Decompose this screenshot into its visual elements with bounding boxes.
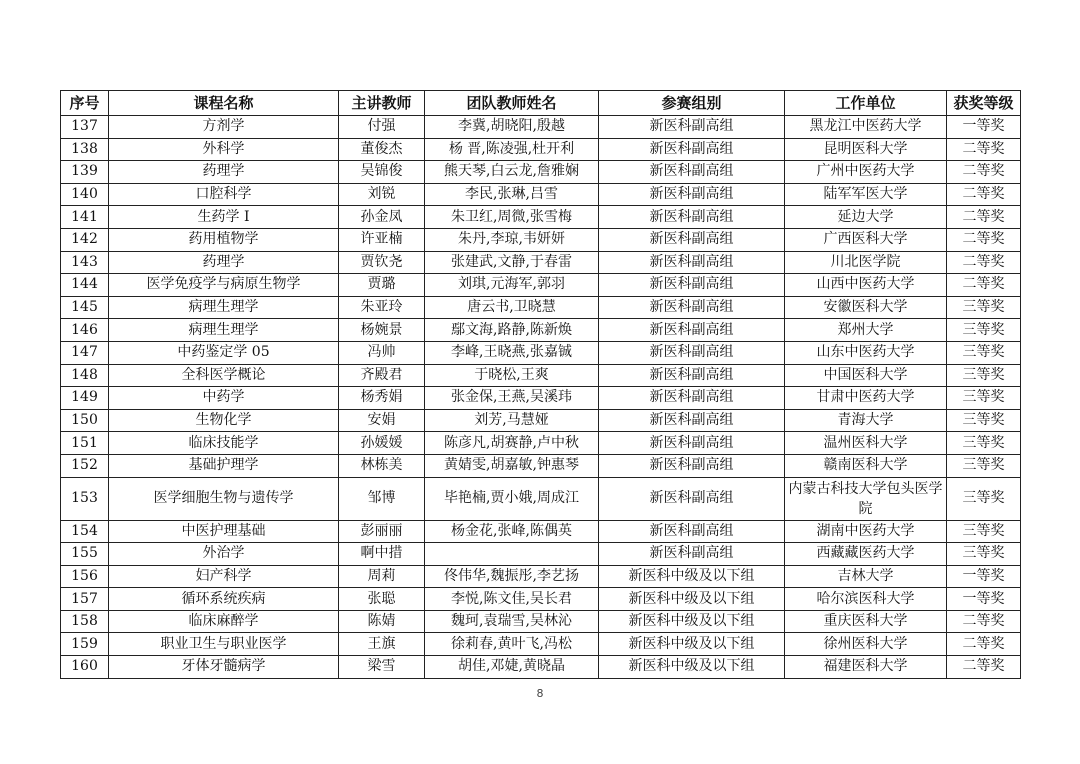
table-row xyxy=(61,409,1021,432)
cell-team-teachers: 刘琪,元海军,郭羽 xyxy=(425,274,599,297)
cell-course-name: 基础护理学 xyxy=(109,454,339,477)
cell-lead-teacher: 梁雪 xyxy=(339,656,425,679)
cell-index: 140 xyxy=(61,183,109,206)
table-row xyxy=(61,454,1021,477)
cell-index: 153 xyxy=(61,477,109,520)
cell-award-level: 三等奖 xyxy=(947,409,1021,432)
table-row xyxy=(61,543,1021,566)
cell-team-teachers: 毕艳楠,贾小娥,周成江 xyxy=(425,477,599,520)
header-course-name: 课程名称 xyxy=(109,91,339,116)
cell-lead-teacher: 付强 xyxy=(339,116,425,139)
cell-work-unit: 青海大学 xyxy=(785,409,947,432)
table-row xyxy=(61,296,1021,319)
cell-competition-group: 新医科副高组 xyxy=(599,477,785,520)
cell-work-unit: 广州中医药大学 xyxy=(785,161,947,184)
cell-lead-teacher: 朱亚玲 xyxy=(339,296,425,319)
cell-team-teachers: 李冀,胡晓阳,殷越 xyxy=(425,116,599,139)
table-row xyxy=(61,161,1021,184)
table-row xyxy=(61,656,1021,679)
table-row xyxy=(61,341,1021,364)
cell-index: 157 xyxy=(61,588,109,611)
cell-work-unit: 川北医学院 xyxy=(785,251,947,274)
cell-competition-group: 新医科副高组 xyxy=(599,341,785,364)
cell-team-teachers: 鄢文海,路静,陈新焕 xyxy=(425,319,599,342)
cell-index: 141 xyxy=(61,206,109,229)
cell-team-teachers: 张建武,文静,于春雷 xyxy=(425,251,599,274)
table-row xyxy=(61,183,1021,206)
cell-award-level: 一等奖 xyxy=(947,116,1021,139)
cell-course-name: 病理生理学 xyxy=(109,296,339,319)
cell-competition-group: 新医科中级及以下组 xyxy=(599,656,785,679)
cell-lead-teacher: 张聪 xyxy=(339,588,425,611)
cell-work-unit: 甘肃中医药大学 xyxy=(785,387,947,410)
cell-team-teachers: 佟伟华,魏振彤,李艺扬 xyxy=(425,565,599,588)
cell-work-unit: 昆明医科大学 xyxy=(785,138,947,161)
cell-index: 155 xyxy=(61,543,109,566)
cell-course-name: 医学细胞生物与遗传学 xyxy=(109,477,339,520)
cell-lead-teacher: 杨婉景 xyxy=(339,319,425,342)
cell-lead-teacher: 杨秀娟 xyxy=(339,387,425,410)
table-row xyxy=(61,138,1021,161)
cell-work-unit: 广西医科大学 xyxy=(785,228,947,251)
cell-competition-group: 新医科副高组 xyxy=(599,432,785,455)
header-lead-teacher: 主讲教师 xyxy=(339,91,425,116)
cell-award-level: 三等奖 xyxy=(947,296,1021,319)
cell-team-teachers: 魏珂,袁瑞雪,吴林沁 xyxy=(425,610,599,633)
cell-lead-teacher: 林栋美 xyxy=(339,454,425,477)
cell-course-name: 外治学 xyxy=(109,543,339,566)
cell-index: 149 xyxy=(61,387,109,410)
table-row xyxy=(61,520,1021,543)
cell-competition-group: 新医科副高组 xyxy=(599,296,785,319)
cell-award-level: 二等奖 xyxy=(947,274,1021,297)
cell-lead-teacher: 邹博 xyxy=(339,477,425,520)
cell-course-name: 外科学 xyxy=(109,138,339,161)
table-row xyxy=(61,387,1021,410)
cell-award-level: 二等奖 xyxy=(947,161,1021,184)
cell-index: 154 xyxy=(61,520,109,543)
cell-award-level: 一等奖 xyxy=(947,565,1021,588)
cell-competition-group: 新医科中级及以下组 xyxy=(599,610,785,633)
cell-award-level: 三等奖 xyxy=(947,341,1021,364)
cell-index: 151 xyxy=(61,432,109,455)
cell-index: 150 xyxy=(61,409,109,432)
cell-course-name: 妇产科学 xyxy=(109,565,339,588)
table-row xyxy=(61,477,1021,520)
cell-course-name: 职业卫生与职业医学 xyxy=(109,633,339,656)
cell-team-teachers: 杨 晋,陈凌强,杜开利 xyxy=(425,138,599,161)
cell-index: 146 xyxy=(61,319,109,342)
cell-course-name: 中药学 xyxy=(109,387,339,410)
cell-award-level: 三等奖 xyxy=(947,543,1021,566)
table-row xyxy=(61,116,1021,139)
cell-competition-group: 新医科副高组 xyxy=(599,138,785,161)
table-row xyxy=(61,274,1021,297)
cell-work-unit: 中国医科大学 xyxy=(785,364,947,387)
cell-competition-group: 新医科副高组 xyxy=(599,206,785,229)
cell-work-unit: 山东中医药大学 xyxy=(785,341,947,364)
cell-lead-teacher: 刘锐 xyxy=(339,183,425,206)
table-row xyxy=(61,228,1021,251)
cell-lead-teacher: 董俊杰 xyxy=(339,138,425,161)
table-row xyxy=(61,364,1021,387)
cell-competition-group: 新医科副高组 xyxy=(599,319,785,342)
cell-index: 138 xyxy=(61,138,109,161)
cell-team-teachers: 李民,张琳,吕雪 xyxy=(425,183,599,206)
cell-index: 137 xyxy=(61,116,109,139)
cell-work-unit: 温州医科大学 xyxy=(785,432,947,455)
cell-lead-teacher: 孙媛媛 xyxy=(339,432,425,455)
cell-team-teachers: 杨金花,张峰,陈偶英 xyxy=(425,520,599,543)
cell-competition-group: 新医科副高组 xyxy=(599,364,785,387)
cell-work-unit: 郑州大学 xyxy=(785,319,947,342)
cell-competition-group: 新医科副高组 xyxy=(599,116,785,139)
cell-competition-group: 新医科副高组 xyxy=(599,228,785,251)
table-row xyxy=(61,588,1021,611)
cell-course-name: 临床麻醉学 xyxy=(109,610,339,633)
cell-lead-teacher: 冯帅 xyxy=(339,341,425,364)
header-team-teachers: 团队教师姓名 xyxy=(425,91,599,116)
cell-lead-teacher: 安娟 xyxy=(339,409,425,432)
cell-index: 152 xyxy=(61,454,109,477)
page-number: 8 xyxy=(536,687,544,700)
cell-team-teachers xyxy=(425,543,599,566)
header-competition-group: 参赛组别 xyxy=(599,91,785,116)
cell-course-name: 循环系统疾病 xyxy=(109,588,339,611)
cell-award-level: 三等奖 xyxy=(947,319,1021,342)
cell-work-unit: 徐州医科大学 xyxy=(785,633,947,656)
cell-work-unit: 山西中医药大学 xyxy=(785,274,947,297)
cell-index: 142 xyxy=(61,228,109,251)
cell-index: 144 xyxy=(61,274,109,297)
cell-award-level: 三等奖 xyxy=(947,454,1021,477)
cell-course-name: 药理学 xyxy=(109,251,339,274)
cell-lead-teacher: 王旗 xyxy=(339,633,425,656)
table-header-row xyxy=(61,91,1021,116)
cell-lead-teacher: 周莉 xyxy=(339,565,425,588)
cell-team-teachers: 刘芳,马慧娅 xyxy=(425,409,599,432)
cell-work-unit: 陆军军医大学 xyxy=(785,183,947,206)
cell-team-teachers: 熊天琴,白云龙,詹雅娴 xyxy=(425,161,599,184)
cell-competition-group: 新医科副高组 xyxy=(599,520,785,543)
cell-competition-group: 新医科副高组 xyxy=(599,387,785,410)
awards-table xyxy=(60,90,1021,679)
cell-work-unit: 西藏藏医药大学 xyxy=(785,543,947,566)
cell-work-unit: 延边大学 xyxy=(785,206,947,229)
cell-award-level: 三等奖 xyxy=(947,477,1021,520)
cell-lead-teacher: 许亚楠 xyxy=(339,228,425,251)
cell-award-level: 二等奖 xyxy=(947,251,1021,274)
cell-lead-teacher: 贾钦尧 xyxy=(339,251,425,274)
cell-work-unit: 湖南中医药大学 xyxy=(785,520,947,543)
cell-team-teachers: 朱卫红,周微,张雪梅 xyxy=(425,206,599,229)
cell-course-name: 病理生理学 xyxy=(109,319,339,342)
cell-course-name: 医学免疫学与病原生物学 xyxy=(109,274,339,297)
cell-course-name: 中药鉴定学 05 xyxy=(109,341,339,364)
cell-competition-group: 新医科副高组 xyxy=(599,454,785,477)
cell-competition-group: 新医科中级及以下组 xyxy=(599,565,785,588)
cell-team-teachers: 陈彦凡,胡赛静,卢中秋 xyxy=(425,432,599,455)
cell-lead-teacher: 陈婧 xyxy=(339,610,425,633)
table-row xyxy=(61,251,1021,274)
cell-course-name: 牙体牙髓病学 xyxy=(109,656,339,679)
cell-work-unit: 赣南医科大学 xyxy=(785,454,947,477)
cell-course-name: 药用植物学 xyxy=(109,228,339,251)
cell-index: 159 xyxy=(61,633,109,656)
cell-competition-group: 新医科副高组 xyxy=(599,543,785,566)
cell-team-teachers: 李峰,王晓燕,张嘉铖 xyxy=(425,341,599,364)
cell-competition-group: 新医科中级及以下组 xyxy=(599,588,785,611)
cell-index: 143 xyxy=(61,251,109,274)
cell-team-teachers: 朱丹,李琼,韦妍妍 xyxy=(425,228,599,251)
cell-index: 156 xyxy=(61,565,109,588)
cell-index: 160 xyxy=(61,656,109,679)
cell-course-name: 中医护理基础 xyxy=(109,520,339,543)
table-row xyxy=(61,319,1021,342)
cell-award-level: 一等奖 xyxy=(947,588,1021,611)
cell-index: 145 xyxy=(61,296,109,319)
cell-work-unit: 福建医科大学 xyxy=(785,656,947,679)
cell-competition-group: 新医科副高组 xyxy=(599,274,785,297)
cell-lead-teacher: 齐殿君 xyxy=(339,364,425,387)
cell-work-unit: 黑龙江中医药大学 xyxy=(785,116,947,139)
cell-team-teachers: 黄婧雯,胡嘉敏,钟惠琴 xyxy=(425,454,599,477)
cell-course-name: 口腔科学 xyxy=(109,183,339,206)
cell-lead-teacher: 贾璐 xyxy=(339,274,425,297)
table-row xyxy=(61,565,1021,588)
cell-award-level: 二等奖 xyxy=(947,228,1021,251)
cell-award-level: 二等奖 xyxy=(947,633,1021,656)
cell-competition-group: 新医科中级及以下组 xyxy=(599,633,785,656)
cell-award-level: 三等奖 xyxy=(947,432,1021,455)
cell-team-teachers: 唐云书,卫晓慧 xyxy=(425,296,599,319)
cell-award-level: 二等奖 xyxy=(947,138,1021,161)
cell-course-name: 生药学 I xyxy=(109,206,339,229)
cell-competition-group: 新医科副高组 xyxy=(599,183,785,206)
cell-index: 158 xyxy=(61,610,109,633)
table-row xyxy=(61,633,1021,656)
cell-award-level: 二等奖 xyxy=(947,183,1021,206)
cell-lead-teacher: 吴锦俊 xyxy=(339,161,425,184)
header-award-level: 获奖等级 xyxy=(947,91,1021,116)
cell-course-name: 药理学 xyxy=(109,161,339,184)
cell-course-name: 方剂学 xyxy=(109,116,339,139)
table-row xyxy=(61,610,1021,633)
table-row xyxy=(61,206,1021,229)
cell-competition-group: 新医科副高组 xyxy=(599,161,785,184)
cell-team-teachers: 于晓松,王爽 xyxy=(425,364,599,387)
cell-work-unit: 重庆医科大学 xyxy=(785,610,947,633)
cell-award-level: 三等奖 xyxy=(947,520,1021,543)
cell-award-level: 三等奖 xyxy=(947,387,1021,410)
cell-index: 148 xyxy=(61,364,109,387)
cell-competition-group: 新医科副高组 xyxy=(599,409,785,432)
cell-award-level: 三等奖 xyxy=(947,364,1021,387)
table-row xyxy=(61,432,1021,455)
cell-course-name: 全科医学概论 xyxy=(109,364,339,387)
cell-team-teachers: 李悦,陈文佳,吴长君 xyxy=(425,588,599,611)
cell-lead-teacher: 啊中措 xyxy=(339,543,425,566)
cell-team-teachers: 张金保,王燕,吴溪玮 xyxy=(425,387,599,410)
cell-competition-group: 新医科副高组 xyxy=(599,251,785,274)
cell-work-unit: 安徽医科大学 xyxy=(785,296,947,319)
cell-lead-teacher: 孙金凤 xyxy=(339,206,425,229)
cell-team-teachers: 徐莉春,黄叶飞,冯松 xyxy=(425,633,599,656)
cell-team-teachers: 胡佳,邓婕,黄晓晶 xyxy=(425,656,599,679)
cell-lead-teacher: 彭丽丽 xyxy=(339,520,425,543)
cell-award-level: 二等奖 xyxy=(947,206,1021,229)
cell-award-level: 二等奖 xyxy=(947,656,1021,679)
header-work-unit: 工作单位 xyxy=(785,91,947,116)
cell-award-level: 二等奖 xyxy=(947,610,1021,633)
cell-work-unit: 内蒙古科技大学包头医学院 xyxy=(785,477,947,520)
cell-course-name: 生物化学 xyxy=(109,409,339,432)
table-body xyxy=(61,116,1021,679)
cell-work-unit: 吉林大学 xyxy=(785,565,947,588)
cell-index: 139 xyxy=(61,161,109,184)
cell-course-name: 临床技能学 xyxy=(109,432,339,455)
cell-work-unit: 哈尔滨医科大学 xyxy=(785,588,947,611)
cell-index: 147 xyxy=(61,341,109,364)
header-index: 序号 xyxy=(61,91,109,116)
